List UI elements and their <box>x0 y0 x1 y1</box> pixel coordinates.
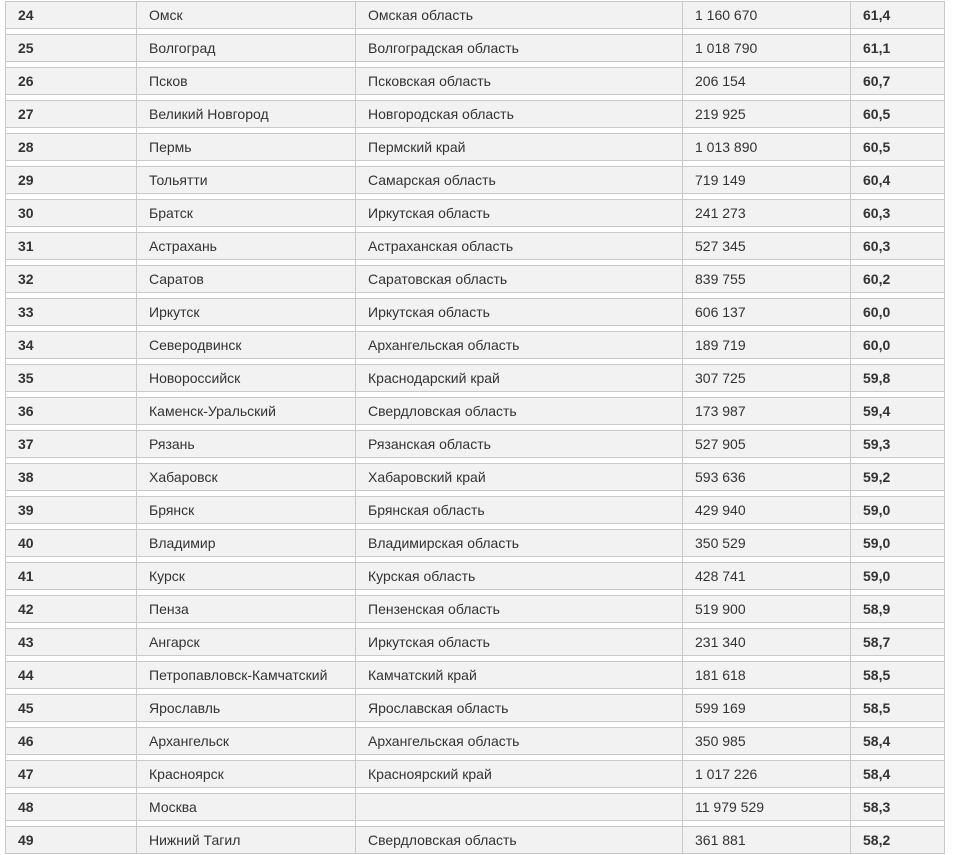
region-cell: Рязанская область <box>368 436 491 452</box>
city-cell: Иркутск <box>149 304 200 320</box>
score-cell: 58,4 <box>863 766 891 782</box>
column-divider-city <box>355 1 356 854</box>
rank-cell: 39 <box>18 502 34 518</box>
population-cell: 241 273 <box>695 205 746 221</box>
city-cell: Каменск-Уральский <box>149 403 276 419</box>
table-row <box>5 793 945 821</box>
table-row <box>5 595 945 623</box>
rank-cell: 32 <box>18 271 34 287</box>
score-cell: 58,3 <box>863 799 891 815</box>
column-divider-pop <box>850 1 851 854</box>
region-cell: Курская область <box>368 568 476 584</box>
region-cell: Краснодарский край <box>368 370 500 386</box>
population-cell: 429 940 <box>695 502 746 518</box>
score-cell: 60,3 <box>863 238 891 254</box>
score-cell: 58,9 <box>863 601 891 617</box>
region-cell: Волгоградская область <box>368 40 519 56</box>
population-cell: 350 985 <box>695 733 746 749</box>
city-cell: Москва <box>149 799 197 815</box>
region-cell: Самарская область <box>368 172 496 188</box>
city-cell: Петропавловск-Камчатский <box>149 667 328 683</box>
column-divider-rank <box>136 1 137 854</box>
rank-cell: 28 <box>18 139 34 155</box>
rank-cell: 26 <box>18 73 34 89</box>
population-cell: 219 925 <box>695 106 746 122</box>
table-row <box>5 298 945 326</box>
score-cell: 60,3 <box>863 205 891 221</box>
table-row <box>5 331 945 359</box>
region-cell: Пермский край <box>368 139 466 155</box>
score-cell: 61,1 <box>863 40 891 56</box>
rank-cell: 45 <box>18 700 34 716</box>
population-cell: 173 987 <box>695 403 746 419</box>
region-cell: Иркутская область <box>368 205 490 221</box>
city-cell: Омск <box>149 7 183 23</box>
rank-cell: 27 <box>18 106 34 122</box>
region-cell: Владимирская область <box>368 535 520 551</box>
population-cell: 428 741 <box>695 568 746 584</box>
city-cell: Рязань <box>149 436 195 452</box>
population-cell: 206 154 <box>695 73 746 89</box>
table-row <box>5 529 945 557</box>
city-cell: Саратов <box>149 271 204 287</box>
score-cell: 58,7 <box>863 634 891 650</box>
population-cell: 1 160 670 <box>695 7 758 23</box>
region-cell: Новгородская область <box>368 106 514 122</box>
region-cell: Псковская область <box>368 73 491 89</box>
table-right-border <box>944 1 945 854</box>
population-cell: 527 345 <box>695 238 746 254</box>
table-row <box>5 661 945 689</box>
score-cell: 60,0 <box>863 304 891 320</box>
city-cell: Нижний Тагил <box>149 832 241 848</box>
rank-cell: 35 <box>18 370 34 386</box>
rank-cell: 44 <box>18 667 34 683</box>
population-cell: 189 719 <box>695 337 746 353</box>
population-cell: 1 017 226 <box>695 766 758 782</box>
score-cell: 59,4 <box>863 403 891 419</box>
city-cell: Пенза <box>149 601 189 617</box>
rank-cell: 34 <box>18 337 34 353</box>
city-cell: Пермь <box>149 139 192 155</box>
table-row <box>5 199 945 227</box>
city-cell: Владимир <box>149 535 216 551</box>
region-cell: Хабаровский край <box>368 469 486 485</box>
score-cell: 61,4 <box>863 7 891 23</box>
table-row <box>5 364 945 392</box>
score-cell: 60,0 <box>863 337 891 353</box>
city-cell: Курск <box>149 568 185 584</box>
score-cell: 60,4 <box>863 172 891 188</box>
table-row <box>5 166 945 194</box>
score-cell: 58,5 <box>863 667 891 683</box>
score-cell: 60,5 <box>863 139 891 155</box>
region-cell: Саратовская область <box>368 271 508 287</box>
rank-cell: 46 <box>18 733 34 749</box>
city-cell: Великий Новгород <box>149 106 269 122</box>
region-cell: Омская область <box>368 7 474 23</box>
population-cell: 599 169 <box>695 700 746 716</box>
region-cell: Иркутская область <box>368 304 490 320</box>
population-cell: 593 636 <box>695 469 746 485</box>
population-cell: 527 905 <box>695 436 746 452</box>
region-cell: Астраханская область <box>368 238 514 254</box>
rank-cell: 48 <box>18 799 34 815</box>
table-row <box>5 826 945 854</box>
city-cell: Брянск <box>149 502 195 518</box>
region-cell: Архангельская область <box>368 733 520 749</box>
population-cell: 181 618 <box>695 667 746 683</box>
city-cell: Волгоград <box>149 40 216 56</box>
table-row <box>5 496 945 524</box>
population-cell: 231 340 <box>695 634 746 650</box>
table-row <box>5 100 945 128</box>
city-cell: Ангарск <box>149 634 200 650</box>
rank-cell: 38 <box>18 469 34 485</box>
city-rating-table <box>5 1 945 854</box>
rank-cell: 49 <box>18 832 34 848</box>
score-cell: 58,2 <box>863 832 891 848</box>
region-cell: Брянская область <box>368 502 485 518</box>
table-row <box>5 562 945 590</box>
city-cell: Астрахань <box>149 238 217 254</box>
table-row <box>5 67 945 95</box>
rank-cell: 31 <box>18 238 34 254</box>
rank-cell: 36 <box>18 403 34 419</box>
rank-cell: 43 <box>18 634 34 650</box>
rank-cell: 30 <box>18 205 34 221</box>
rank-cell: 29 <box>18 172 34 188</box>
table-row <box>5 1 945 29</box>
population-cell: 839 755 <box>695 271 746 287</box>
region-cell: Ярославская область <box>368 700 509 716</box>
table-row <box>5 727 945 755</box>
score-cell: 60,2 <box>863 271 891 287</box>
score-cell: 59,8 <box>863 370 891 386</box>
region-cell: Иркутская область <box>368 634 490 650</box>
city-cell: Ярославль <box>149 700 221 716</box>
score-cell: 59,0 <box>863 568 891 584</box>
city-cell: Северодвинск <box>149 337 242 353</box>
population-cell: 719 149 <box>695 172 746 188</box>
table-row <box>5 133 945 161</box>
rank-cell: 24 <box>18 7 34 23</box>
table-row <box>5 265 945 293</box>
population-cell: 606 137 <box>695 304 746 320</box>
region-cell: Пензенская область <box>368 601 500 617</box>
table-row <box>5 397 945 425</box>
city-cell: Хабаровск <box>149 469 218 485</box>
table-left-border <box>5 1 6 854</box>
score-cell: 58,4 <box>863 733 891 749</box>
region-cell: Свердловская область <box>368 403 517 419</box>
score-cell: 59,2 <box>863 469 891 485</box>
table-row <box>5 34 945 62</box>
rank-cell: 47 <box>18 766 34 782</box>
city-cell: Красноярск <box>149 766 224 782</box>
rank-cell: 25 <box>18 40 34 56</box>
population-cell: 1 018 790 <box>695 40 758 56</box>
population-cell: 519 900 <box>695 601 746 617</box>
rank-cell: 33 <box>18 304 34 320</box>
city-cell: Тольятти <box>149 172 208 188</box>
city-cell: Псков <box>149 73 188 89</box>
table-row <box>5 694 945 722</box>
city-cell: Братск <box>149 205 193 221</box>
table-row <box>5 430 945 458</box>
score-cell: 59,0 <box>863 535 891 551</box>
table-row <box>5 232 945 260</box>
score-cell: 58,5 <box>863 700 891 716</box>
table-row <box>5 463 945 491</box>
city-cell: Новороссийск <box>149 370 241 386</box>
score-cell: 60,5 <box>863 106 891 122</box>
rank-cell: 40 <box>18 535 34 551</box>
city-cell: Архангельск <box>149 733 230 749</box>
population-cell: 1 013 890 <box>695 139 758 155</box>
population-cell: 307 725 <box>695 370 746 386</box>
table-row <box>5 760 945 788</box>
score-cell: 59,3 <box>863 436 891 452</box>
column-divider-region <box>682 1 683 854</box>
population-cell: 350 529 <box>695 535 746 551</box>
region-cell: Свердловская область <box>368 832 517 848</box>
region-cell: Камчатский край <box>368 667 477 683</box>
table-row <box>5 628 945 656</box>
population-cell: 361 881 <box>695 832 746 848</box>
score-cell: 60,7 <box>863 73 891 89</box>
rank-cell: 37 <box>18 436 34 452</box>
population-cell: 11 979 529 <box>695 799 765 815</box>
region-cell: Архангельская область <box>368 337 520 353</box>
score-cell: 59,0 <box>863 502 891 518</box>
region-cell: Красноярский край <box>368 766 492 782</box>
rank-cell: 42 <box>18 601 34 617</box>
rank-cell: 41 <box>18 568 34 584</box>
table-body <box>5 1 945 854</box>
